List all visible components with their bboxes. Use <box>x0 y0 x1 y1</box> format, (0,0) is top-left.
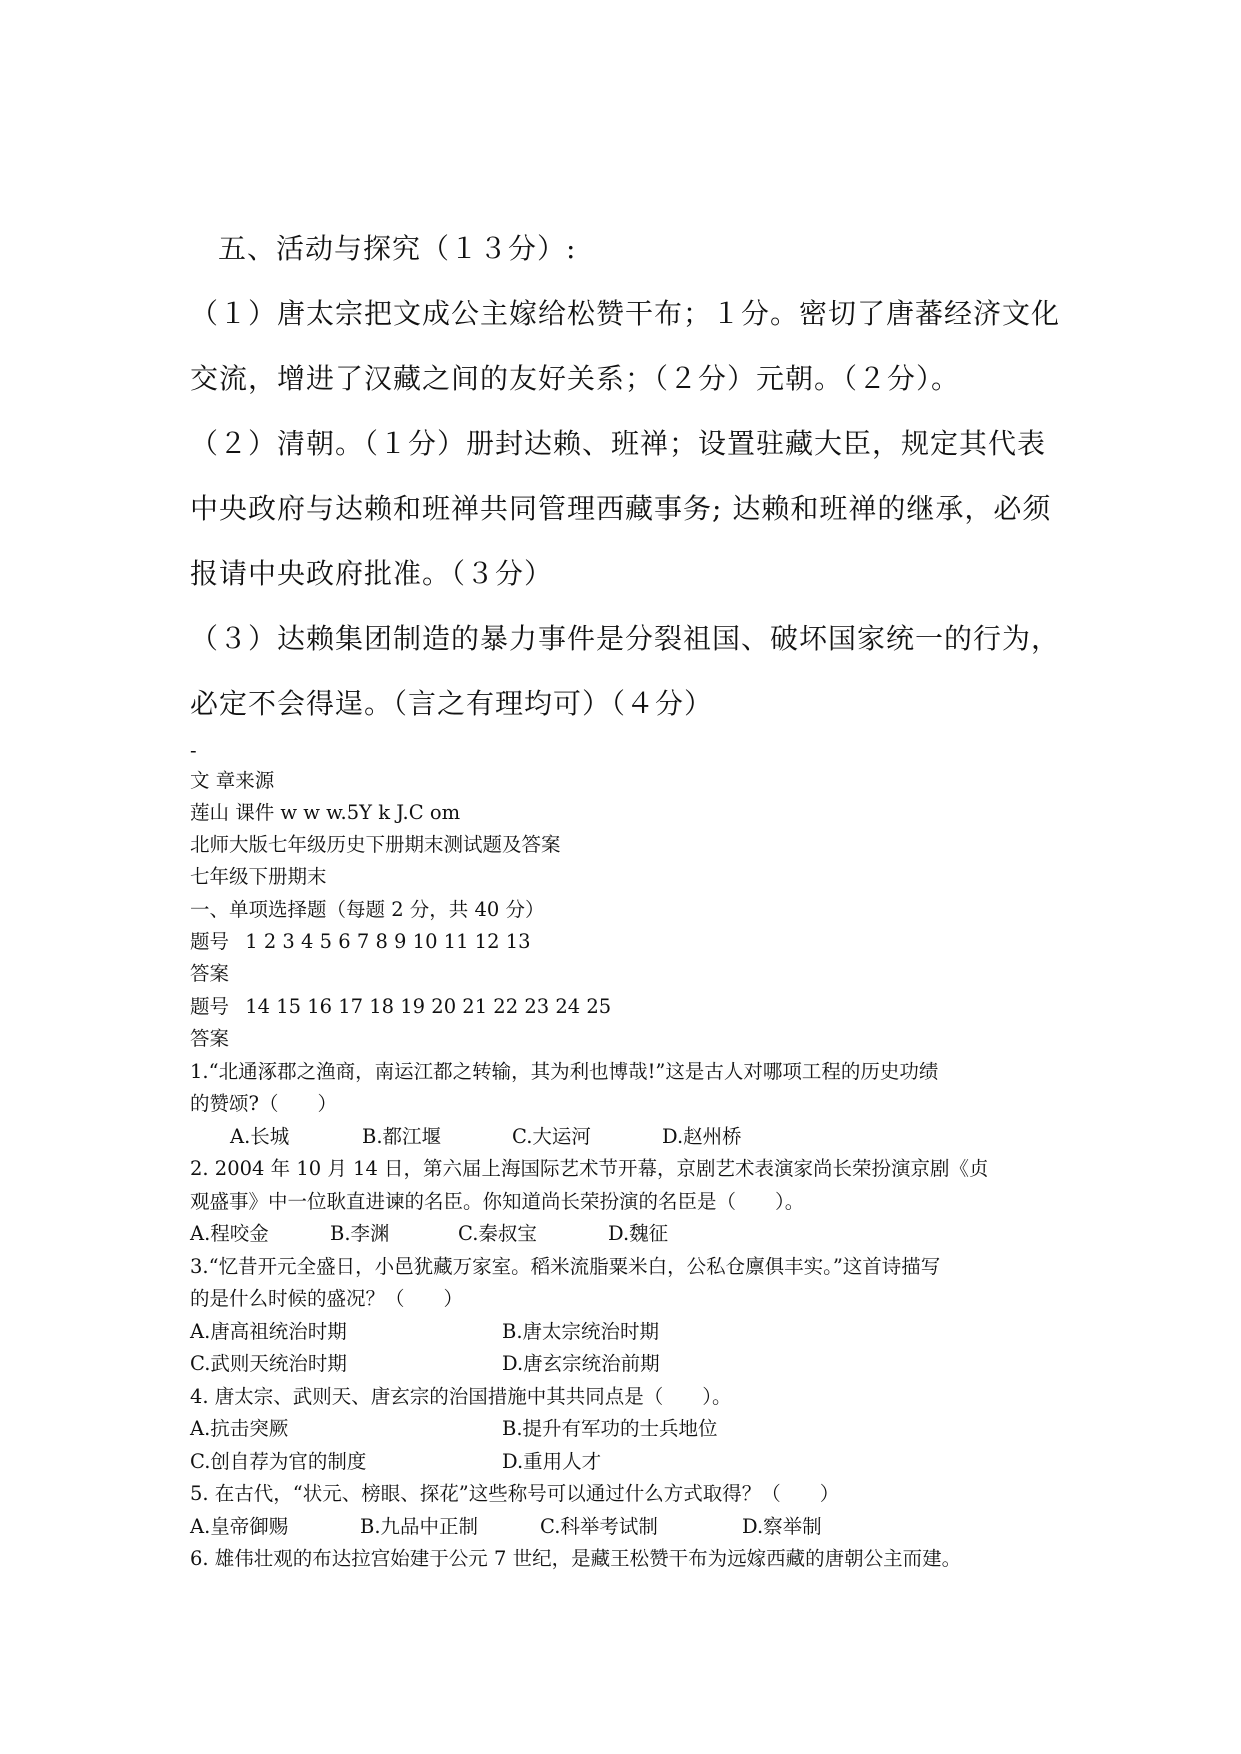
table-row <box>190 929 531 955</box>
source-line: 文 章来源 <box>190 769 275 792</box>
question-text: 1.“北通涿郡之渔商，南运江都之转输，其为利也博哉!”这是古人对哪项工程的历史功绩 <box>190 1060 939 1083</box>
question-text: 的赞颂?（ ） <box>190 1092 337 1115</box>
answer-line: 必定不会得逞。（言之有理均可）（４分） <box>190 687 714 720</box>
option: D.赵州桥 <box>662 1125 742 1148</box>
table-label: 题号 <box>190 995 230 1018</box>
source-line: 莲山 课件 w w w.5Y k J.C om <box>190 801 461 824</box>
question-text: 观盛事》中一位耿直进谏的名臣。你知道尚长荣扮演的名臣是（ ）。 <box>190 1190 805 1213</box>
table-numbers: 1 2 3 4 5 6 7 8 9 10 11 12 13 <box>245 930 531 953</box>
option: D.重用人才 <box>502 1450 602 1473</box>
option: C.科举考试制 <box>540 1515 658 1538</box>
option: D.唐玄宗统治前期 <box>502 1352 660 1375</box>
option: B.李渊 <box>330 1222 390 1245</box>
option: C.大运河 <box>512 1125 591 1148</box>
option: A.程咬金 <box>190 1222 269 1245</box>
option: A.抗击突厥 <box>190 1417 289 1440</box>
option: A.皇帝御赐 <box>190 1515 289 1538</box>
question-text: 6. 雄伟壮观的布达拉宫始建于公元 7 世纪，是藏王松赞干布为远嫁西藏的唐朝公主而建。 <box>190 1547 962 1570</box>
separator-mark: - <box>190 739 197 762</box>
answer-line: 交流，增进了汉藏之间的友好关系；（２分）元朝。（２分）。 <box>190 362 961 395</box>
option: D.魏征 <box>608 1222 669 1245</box>
answer-line: （１）唐太宗把文成公主嫁给松赞干布；１分。密切了唐蕃经济文化 <box>190 297 1061 330</box>
exam-subtitle: 七年级下册期末 <box>190 865 327 888</box>
answer-line: （２）清朝。（１分）册封达赖、班禅；设置驻藏大臣，规定其代表 <box>190 427 1047 460</box>
question-text: 2. 2004 年 10 月 14 日，第六届上海国际艺术节开幕，京剧艺术表演家尚长荣扮演京剧《贞 <box>190 1157 989 1180</box>
question-text: 5. 在古代，“状元、榜眼、探花”这些称号可以通过什么方式取得？（ ） <box>190 1482 840 1505</box>
table-numbers: 14 15 16 17 18 19 20 21 22 23 24 25 <box>245 995 612 1018</box>
section-heading: 一、单项选择题（每题 2 分，共 40 分） <box>190 898 545 921</box>
answer-line: 中央政府与达赖和班禅共同管理西藏事务; 达赖和班禅的继承，必须 <box>190 492 1052 525</box>
option: B.唐太宗统治时期 <box>502 1320 660 1343</box>
table-row <box>190 994 611 1020</box>
question-text: 3.“忆昔开元全盛日，小邑犹藏万家室。稻米流脂粟米白，公私仓廪俱丰实。”这首诗描写 <box>190 1255 941 1278</box>
option: D.察举制 <box>742 1515 822 1538</box>
table-answer-label: 答案 <box>190 1027 230 1050</box>
question-text: 的是什么时候的盛况？（ ） <box>190 1287 464 1310</box>
table-answer-label: 答案 <box>190 962 230 985</box>
option: A.唐高祖统治时期 <box>190 1320 347 1343</box>
option: C.武则天统治时期 <box>190 1352 347 1375</box>
table-label: 题号 <box>190 930 230 953</box>
exam-title: 北师大版七年级历史下册期末测试题及答案 <box>190 833 561 856</box>
section-heading: 五、活动与探究（１３分）: <box>218 232 577 265</box>
option: C.创自荐为官的制度 <box>190 1450 367 1473</box>
option: B.提升有军功的士兵地位 <box>502 1417 718 1440</box>
option: C.秦叔宝 <box>458 1222 537 1245</box>
option: B.九品中正制 <box>360 1515 479 1538</box>
option: B.都江堰 <box>362 1125 442 1148</box>
question-text: 4. 唐太宗、武则天、唐玄宗的治国措施中其共同点是（ ）。 <box>190 1385 732 1408</box>
option: A.长城 <box>230 1125 290 1148</box>
answer-line: 报请中央政府批准。（３分） <box>190 557 554 590</box>
answer-line: （３）达赖集团制造的暴力事件是分裂祖国、破坏国家统一的行为， <box>190 622 1061 655</box>
